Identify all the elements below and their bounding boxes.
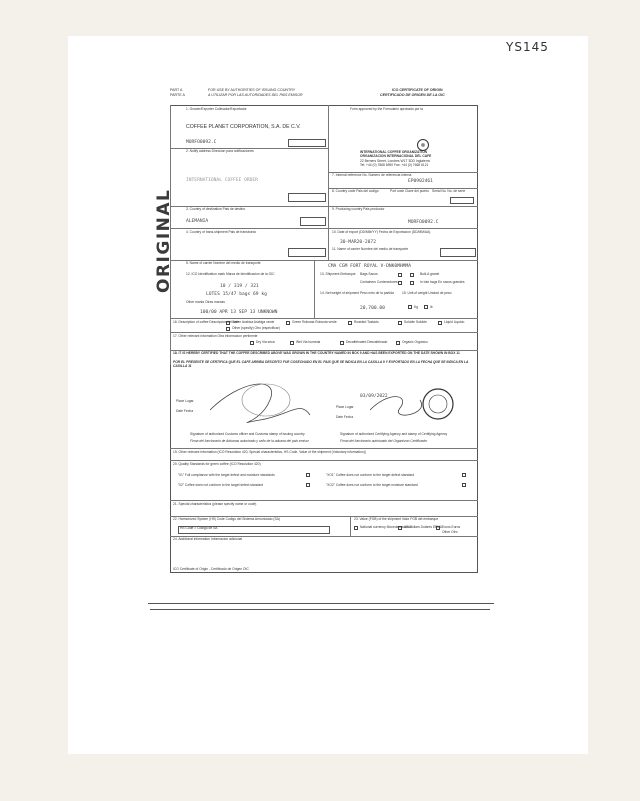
box-23-label: 23. Value (FOB) of the shipment Valor FOB del embarque	[354, 517, 439, 521]
decaf-checkbox[interactable]	[340, 341, 344, 345]
other-spec-label: Other (specify) Otro (especificar)	[232, 326, 280, 330]
other-currency-label: Other Otro	[442, 530, 458, 534]
destination-box	[300, 217, 326, 226]
serial-box	[450, 197, 474, 204]
agency-signature-caption-es: Firma del funcionario autorizado del Organismo Certificador	[340, 439, 428, 443]
middle-rule-lower	[314, 260, 315, 318]
ico-certificate	[154, 88, 478, 578]
box-24-label: 24. Additional information Informacion adicional	[173, 537, 243, 541]
other-spec-checkbox[interactable]	[226, 327, 230, 331]
transship-box	[288, 248, 326, 257]
org-name-en: INTERNATIONAL COFFEE ORGANIZATION	[360, 150, 428, 154]
customs-signature-caption-es: Firma del funcionario de Aduanas autorizado y sello de la aduana del pais emisor	[190, 439, 309, 443]
soluble-checkbox[interactable]	[398, 321, 402, 325]
left-rule	[170, 105, 171, 365]
green-arabica-checkbox[interactable]	[226, 321, 230, 325]
euro-checkbox[interactable]	[436, 526, 440, 530]
box-4-label: 4. Country of trans-shipment Pais de transbordo	[186, 230, 257, 234]
customs-signature-caption: Signature of authorized Customs officer and Customs stamp of issuing country	[190, 432, 305, 436]
producing-value: MORFO0092.C	[408, 220, 439, 225]
org-address: 22 Berners Street, Londres W1T 3DD Inglaterra	[360, 159, 430, 163]
box-5-label: 5. Name of carrier Nombre del medio de transporte	[186, 261, 261, 265]
agency-signature	[370, 397, 422, 416]
ref-no: EP0902461	[408, 179, 433, 184]
place-label-right: Place Lugar	[336, 405, 354, 409]
exporter-name: COFFEE PLANET CORPORATION, S.A. DE C.V.	[186, 124, 301, 130]
rule-10	[170, 500, 478, 501]
box-7-label: 7. Internal reference No. Numero de referencia interna	[332, 173, 412, 177]
bottom-rule-2	[150, 609, 490, 610]
agency-seal	[423, 389, 453, 419]
wet-checkbox[interactable]	[290, 341, 294, 345]
tote-label: In tote bags En sacos grandes	[420, 280, 465, 284]
part-a-en: PART A	[170, 88, 183, 92]
green-robusta-label: Green Robusta Robusta verde	[292, 320, 337, 324]
ico-mark-value: 10 / 319 / 321	[220, 284, 259, 289]
bulk-label: Bulk A granel	[420, 272, 440, 276]
euro-label: Euros Euros	[442, 525, 461, 529]
org-tel: Tel: +44 (0) 7868 6590 Fax: +44 (0) 7668 6121	[360, 163, 429, 167]
roasted-label: Roasted Tostado	[354, 320, 379, 324]
box-22-label: 22. Harmonized System (HS) Code Codigo del Sistema Armonizado (SA)	[173, 517, 281, 521]
box-20-label: 20. Quality Standards for green coffee (ICO Resolution 420)	[173, 462, 261, 466]
decaf-label: Decaffeinated Descafeinado	[346, 340, 388, 344]
box-9-label: 9. Producing country Pais productor	[332, 207, 385, 211]
notify-box	[288, 193, 326, 202]
quality-02: "02" Coffee does not conform to the target defect standard	[178, 483, 264, 487]
bottom-rule-1	[148, 603, 494, 604]
green-arabica-label: Green Arabica Arabiga verde	[232, 320, 275, 324]
signature-marks	[170, 370, 478, 430]
bags-checkbox[interactable]	[398, 273, 402, 277]
footer-text: ICO Certificate of Origin - Certificado de Origen OIC	[173, 567, 249, 571]
dry-checkbox[interactable]	[250, 341, 254, 345]
box-8-label: 8. Country code Pais del codigo	[332, 189, 379, 193]
destination-value: ALEMANIA	[186, 219, 209, 224]
box-21-label: 21. Special characteristics (please specify name or code)	[173, 502, 257, 506]
bags-label: Bags Sacos	[360, 272, 378, 276]
box-3-label: 3. Country of destination Pais de destino	[186, 207, 246, 211]
dry-label: Dry Via seca	[256, 340, 275, 344]
rule-v-22	[350, 516, 351, 536]
wet-label: Wet Via humeda	[296, 340, 321, 344]
box-14-label: 14. Net weight of shipment Peso neto de la partida	[320, 291, 394, 295]
authority-en: FOR USE BY AUTHORITIES OF ISSUING COUNTRY	[208, 88, 296, 92]
kg-label: Kg	[414, 305, 419, 309]
rule-3	[170, 228, 478, 229]
exporter-code: MORFO0092.C	[186, 140, 217, 145]
handwritten-note: YS145	[506, 40, 549, 54]
quality-x02-checkbox[interactable]	[462, 483, 466, 487]
containers-label: Containers Contenedores	[360, 280, 398, 284]
usd-label: US Dollars Dolares EEUU	[404, 525, 443, 529]
lb-checkbox[interactable]	[424, 305, 428, 309]
export-date-box	[440, 248, 476, 257]
liquid-checkbox[interactable]	[438, 321, 442, 325]
box-10-label: 10. Date of export (DD/MM/YY) Fecha de Exportacion (DD/MM/AA)	[332, 230, 431, 234]
quality-02-checkbox[interactable]	[306, 483, 310, 487]
other-marks-label: Other marks Otras marcas	[186, 300, 225, 304]
box-18-text: 18. IT IS HEREBY CERTIFIED THAT THE COFFEE DESCRIBED ABOVE WAS GROWN IN THE COUNTRY NAMED IN BOX 9 AND HAS BEEN EXPORTED ON THE DATE SHOWN IN BOX 11	[173, 351, 460, 355]
agency-seal-inner	[429, 395, 447, 413]
box-18-text-es: POR EL PRESENTE SE CERTIFICA QUE EL CAFE ARRIBA DESCRITO FUE COSECHADO EN EL PAIS QUE SE INDICA EN LA CASILLA 9 Y EXPORTADO EN LA FECHA QUE SE INDICA EN LA CASILLA 11	[173, 360, 469, 368]
cert-title-es: CERTIFICADO DE ORIGEN DE LA OIC	[380, 93, 445, 97]
green-robusta-checkbox[interactable]	[286, 321, 290, 325]
place-label-left: Place Lugar	[176, 399, 194, 403]
box-12-label: 12. ICO Identification mark Marca de identificacion de la OIC	[186, 272, 275, 276]
rule-9	[170, 460, 478, 461]
date-label-right: Date Fecha	[336, 415, 354, 419]
box-1-label: 1. Grower/Exporter Cultivador/Exportador	[186, 107, 247, 111]
bulk-checkbox[interactable]	[410, 273, 414, 277]
soluble-label: Soluble Soluble	[404, 320, 427, 324]
form-approved: Form approved by the Formulario aprobado por la	[350, 107, 423, 111]
box-2-label: 2. Notify address Direccion para notificaciones	[186, 149, 254, 153]
rule-6	[170, 332, 478, 333]
original-stamp: ORIGINAL	[154, 188, 174, 293]
quality-01-checkbox[interactable]	[306, 473, 310, 477]
box-11-label: 11. Name of carrier Nombre del medio de transporte	[332, 247, 409, 251]
agency-signature-caption: Signature of authorized Certifying Agency and stamp of Certifying Agency	[340, 432, 448, 436]
exporter-code-box	[288, 139, 326, 147]
middle-rule	[328, 105, 329, 260]
organic-checkbox[interactable]	[396, 341, 400, 345]
serial-label: Serial No. No. de serie	[432, 189, 466, 193]
usd-checkbox[interactable]	[398, 526, 402, 530]
quality-x01: "XO1" Coffee does not conform to the target defect standard	[326, 473, 415, 477]
export-date: 30-MAR20-2072	[340, 240, 376, 245]
roasted-checkbox[interactable]	[348, 321, 352, 325]
sign-date: 03/09/2022	[360, 394, 388, 399]
cert-title-en: ICO CERTIFICATE OF ORIGIN	[392, 88, 443, 92]
org-name-es: ORGANIZACION INTERNACIONAL DEL CAFE	[360, 154, 432, 158]
customs-signature	[210, 384, 310, 423]
rule-8	[170, 448, 478, 449]
part-a-es: PARTE A	[170, 93, 185, 97]
rule-5	[170, 318, 478, 319]
liquid-label: Liquid Liquido	[444, 320, 465, 324]
national-currency-checkbox[interactable]	[354, 526, 358, 530]
box-19-label: 19. Other relevant information (ICO Resolution 420, Special characteristics, HS Code, Value of the shipment (Voluntary information))	[173, 450, 366, 454]
port-code-label: Port code Clave del puerto	[390, 189, 430, 193]
box-16-label: 16. Description of coffee Descripcion del cafe	[173, 320, 240, 324]
lotes-value: LOTES 15/47 bags 69 kg	[206, 292, 267, 297]
authority-es: A UTILIZAR POR LAS AUTORIDADES DEL PAIS EMISOR	[208, 93, 303, 97]
carrier-value: CMA CGM FORT ROYAL V-DNK0MHMMA	[328, 264, 411, 269]
kg-checkbox[interactable]	[408, 305, 412, 309]
tote-checkbox[interactable]	[410, 281, 414, 285]
box-15-label: 15. Unit of weight Unidad de peso	[402, 291, 452, 295]
marks-value: 100/00 APR 13 SEP 13 UNKNOWN	[200, 310, 278, 315]
quality-x01-checkbox[interactable]	[462, 473, 466, 477]
containers-checkbox[interactable]	[398, 281, 402, 285]
date-label-left: Date Fecha	[176, 409, 194, 413]
box-13-label: 13. Shipment Embarque	[320, 272, 356, 276]
notify-value: INTERNATIONAL COFFEE ORDER	[186, 178, 258, 183]
organic-label: Organic Organico	[402, 340, 428, 344]
quality-x02: "XO2" Coffee does not conform to the target moisture standard	[326, 483, 418, 487]
customs-stamp	[242, 384, 290, 416]
box-17-label: 17. Other relevant information Otra informacion pertinente	[173, 334, 258, 338]
hs-code-value: HS Code = Codigo de SA	[180, 526, 218, 530]
lb-label: lb	[430, 305, 433, 309]
quality-01: "01" Full compliance with the target defect and moisture standards	[178, 473, 275, 477]
net-weight-value: 20,700.00	[360, 306, 385, 311]
national-currency-label: National currency Moneda nacional	[360, 525, 412, 529]
